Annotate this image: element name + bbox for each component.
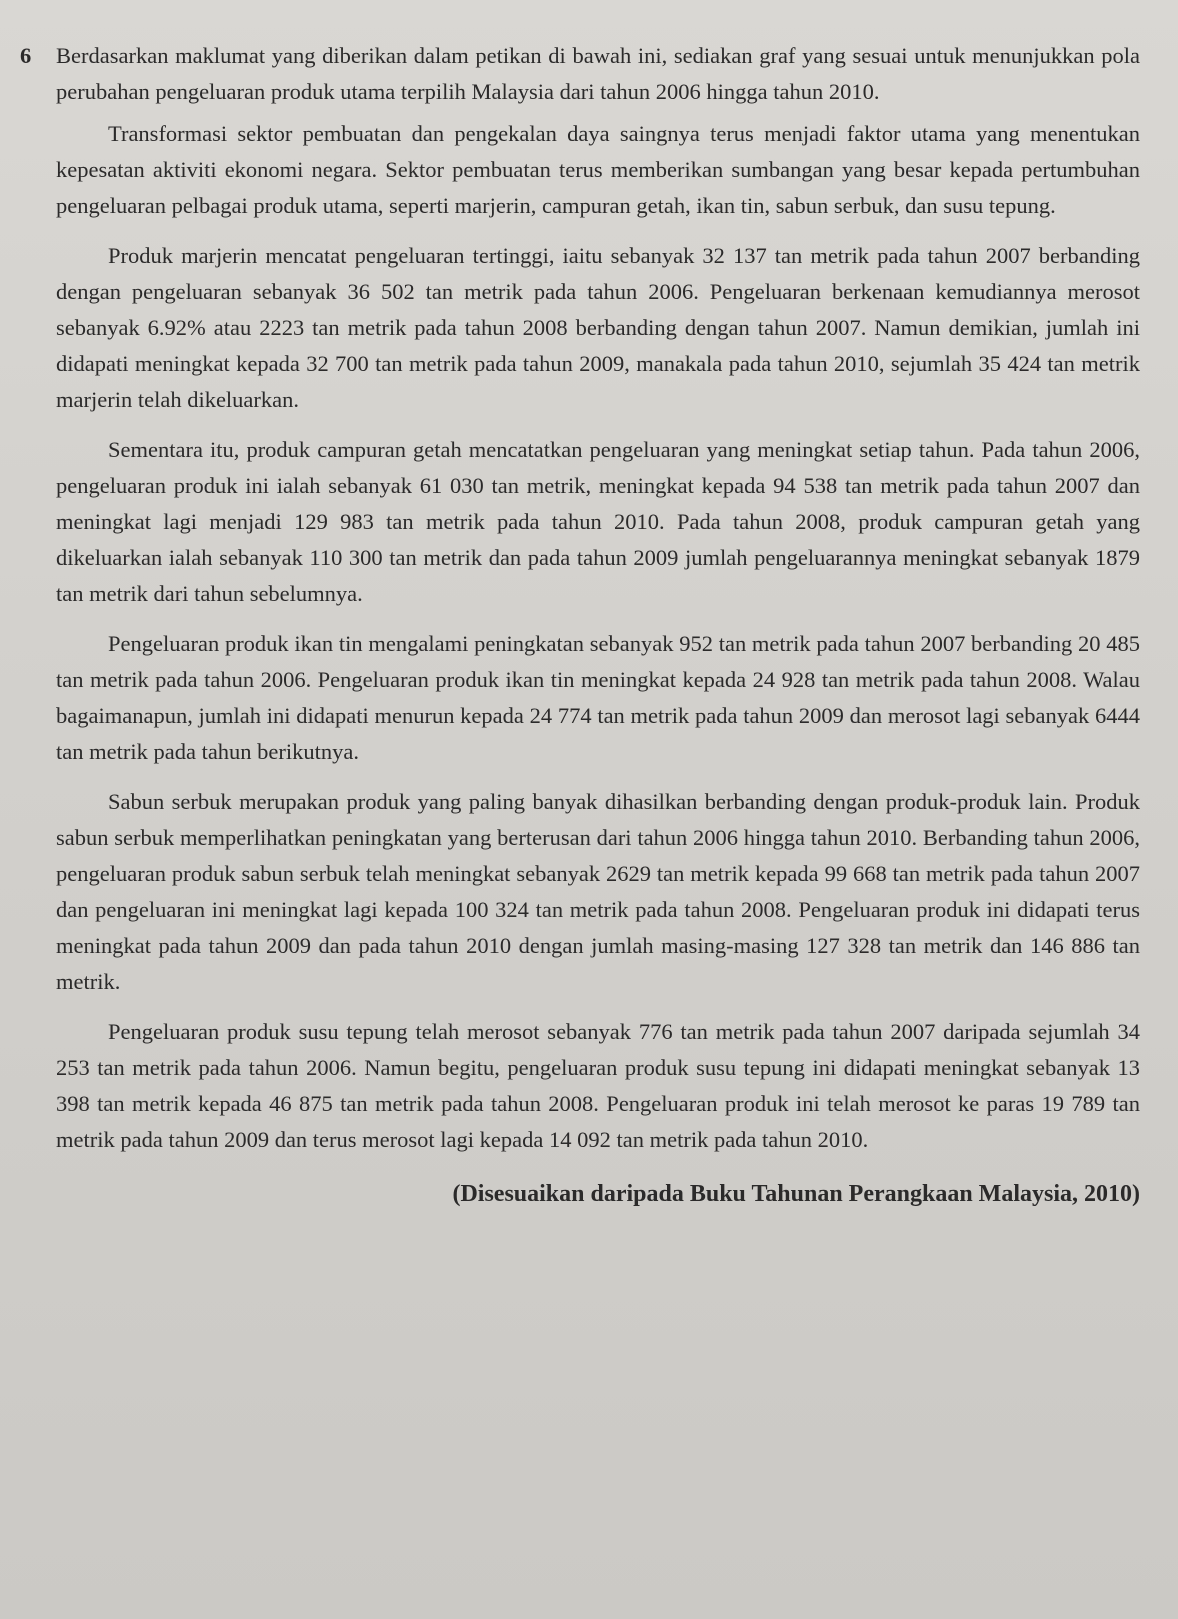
paragraph-campuran-getah: Sementara itu, produk campuran getah mencatatkan pengeluaran yang meningkat setiap tahun. Pada tahun 2006, pengeluaran produk ini ialah sebanyak 61 030 tan metrik, meningkat kepada 94 538 tan metrik pada tahun 2007 dan meningkat lagi menjadi 129 983 tan metrik pada tahun 2010. Pada tahun 2008, produk campuran getah yang dikeluarkan ialah sebanyak 110 300 tan metrik dan pada tahun 2009 jumlah pengeluarannya meningkat sebanyak 1879 tan metrik dari tahun sebelumnya.	[56, 437, 1140, 606]
question-number: 6	[20, 43, 32, 68]
paragraph-ikan-tin: Pengeluaran produk ikan tin mengalami peningkatan sebanyak 952 tan metrik pada tahun 2007 berbanding 20 485 tan metrik pada tahun 2006. Pengeluaran produk ikan tin meningkat kepada 24 928 tan metrik pada tahun 2008. Walau bagaimanapun, jumlah ini didapati menurun kepada 24 774 tan metrik pada tahun 2009 dan merosot lagi sebanyak 6444 tan metrik pada tahun berikutnya.	[56, 631, 1140, 764]
paragraph-susu-tepung: Pengeluaran produk susu tepung telah merosot sebanyak 776 tan metrik pada tahun 2007 daripada sejumlah 34 253 tan metrik pada tahun 2006. Namun begitu, pengeluaran produk susu tepung ini didapati meningkat sebanyak 13 398 tan metrik kepada 46 875 tan metrik pada tahun 2008. Pengeluaran produk ini telah merosot ke paras 19 789 tan metrik pada tahun 2009 dan terus merosot lagi kepada 14 092 tan metrik pada tahun 2010.	[56, 1019, 1140, 1152]
paragraph-sabun-serbuk: Sabun serbuk merupakan produk yang paling banyak dihasilkan berbanding dengan produk-produk lain. Produk sabun serbuk memperlihatkan peningkatan yang berterusan dari tahun 2006 hingga tahun 2010. Berbanding tahun 2006, pengeluaran produk sabun serbuk telah meningkat sebanyak 2629 tan metrik kepada 99 668 tan metrik pada tahun 2007 dan pengeluaran ini meningkat lagi kepada 100 324 tan metrik pada tahun 2008. Pengeluaran produk ini didapati terus meningkat pada tahun 2009 dan pada tahun 2010 dengan jumlah masing-masing 127 328 tan metrik dan 146 886 tan metrik.	[56, 789, 1140, 994]
question-block	[20, 38, 1140, 110]
paragraph-intro: Transformasi sektor pembuatan dan pengekalan daya saingnya terus menjadi faktor utama yang menentukan kepesatan aktiviti ekonomi negara. Sektor pembuatan terus memberikan sumbangan yang besar kepada pertumbuhan pengeluaran pelbagai produk utama, seperti marjerin, campuran getah, ikan tin, sabun serbuk, dan susu tepung.	[56, 121, 1140, 218]
question-text: Berdasarkan maklumat yang diberikan dalam petikan di bawah ini, sediakan graf yang sesuai untuk menunjukkan pola perubahan pengeluaran produk utama terpilih Malaysia dari tahun 2006 hingga tahun 2010.	[56, 43, 1140, 104]
source-citation: (Disesuaikan daripada Buku Tahunan Perangkaan Malaysia, 2010)	[452, 1181, 1140, 1207]
paragraph-marjerin: Produk marjerin mencatat pengeluaran tertinggi, iaitu sebanyak 32 137 tan metrik pada tahun 2007 berbanding dengan pengeluaran sebanyak 36 502 tan metrik pada tahun 2006. Pengeluaran berkenaan kemudiannya merosot sebanyak 6.92% atau 2223 tan metrik pada tahun 2008 berbanding dengan tahun 2007. Namun demikian, jumlah ini didapati meningkat kepada 32 700 tan metrik pada tahun 2009, manakala pada tahun 2010, sejumlah 35 424 tan metrik marjerin telah dikeluarkan.	[56, 243, 1140, 412]
